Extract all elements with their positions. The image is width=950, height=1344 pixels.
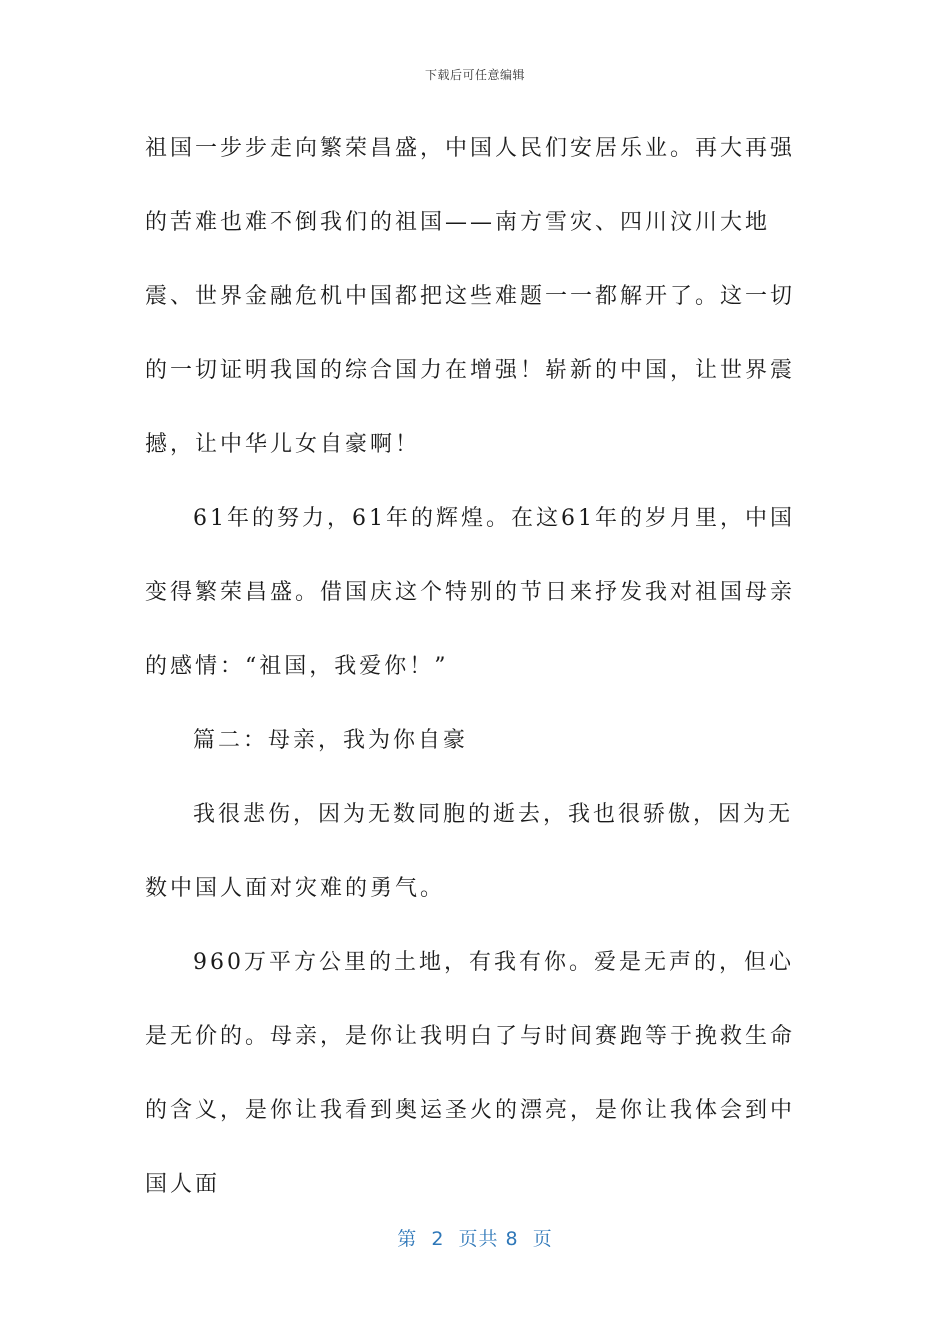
section-heading: 篇二：母亲，我为你自豪	[193, 728, 469, 753]
page-number-footer: 第 2 页共 8 页	[397, 1228, 553, 1250]
paragraph-1: 祖国一步步走向繁荣昌盛，中国人民们安居乐业。再大再强的苦难也难不倒我们的祖国——南方雪灾、四川汶川大地震、世界金融危机中国都把这些难题一一都解开了。这一切的一切证明我国的综合国力在增强！崭新的中国，让世界震撼，让中华儿女自豪啊！	[145, 136, 796, 457]
page-header: 下载后可任意编辑	[424, 68, 525, 82]
paragraph-3: 我很悲伤，因为无数同胞的逝去，我也很骄傲，因为无数中国人面对灾难的勇气。	[145, 802, 794, 901]
document-body	[145, 112, 795, 1222]
paragraph-4: 960万平方公里的土地，有我有你。爱是无声的，但心是无价的。母亲，是你让我明白了与时间赛跑等于挽救生命的含义，是你让我看到奥运圣火的漂亮，是你让我体会到中国人面	[145, 950, 796, 1197]
paragraph-2: 61年的努力，61年的辉煌。在这61年的岁月里，中国变得繁荣昌盛。借国庆这个特别的节日来抒发我对祖国母亲的感情：“祖国，我爱你！”	[145, 506, 796, 679]
